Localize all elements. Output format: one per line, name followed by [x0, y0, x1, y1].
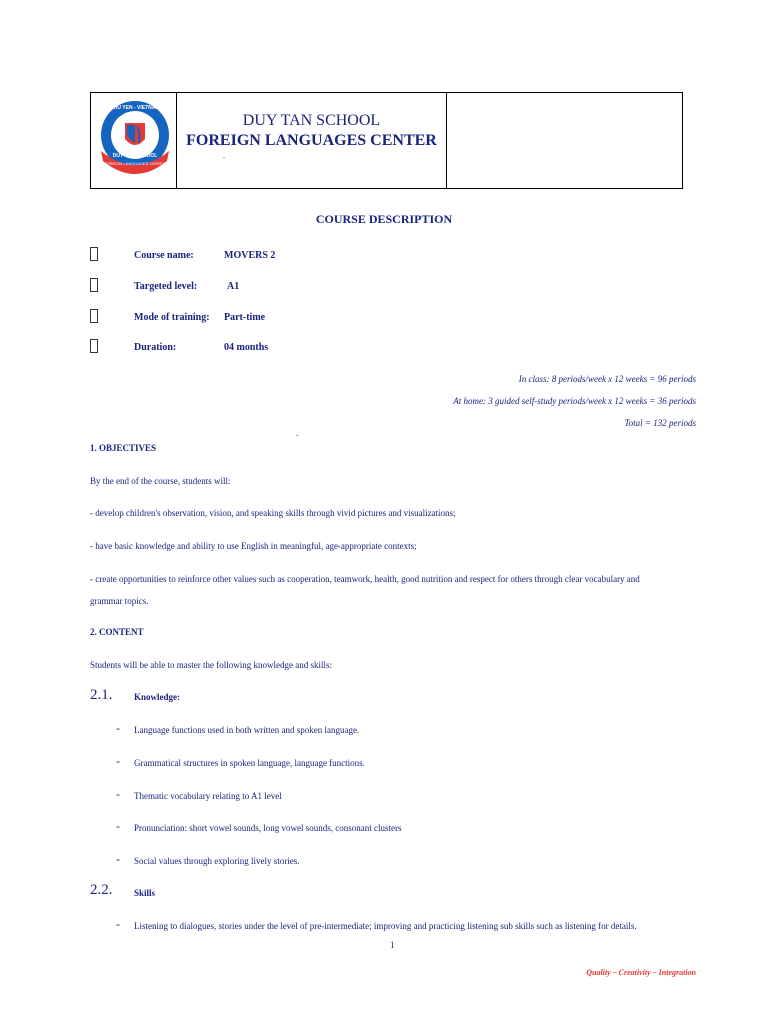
- info-value: MOVERS 2: [224, 250, 276, 261]
- center-name: FOREIGN LANGUAGES CENTER: [186, 132, 437, 149]
- knowledge-number: 2.1.: [90, 687, 113, 703]
- bullet-dash: -: [116, 819, 120, 833]
- checkbox-icon: [90, 339, 98, 353]
- total-periods: Total = 132 periods: [624, 418, 696, 428]
- checkbox-icon: [90, 309, 98, 323]
- skills-item: Listening to dialogues, stories under the level of pre-intermediate; improving and practicing listening sub skills such as listening for details.: [134, 921, 637, 931]
- checkbox-icon: [90, 278, 98, 292]
- objectives-heading: 1. OBJECTIVES: [90, 443, 157, 453]
- bullet-dash: -: [116, 787, 120, 801]
- content-heading: 2. CONTENT: [90, 627, 144, 637]
- info-label: Course name:: [134, 250, 194, 261]
- school-name: DUY TAN SCHOOL: [242, 112, 381, 129]
- objective-item: - create opportunities to reinforce other values such as cooperation, teamwork, health, good nutrition and respect for others through clear vocabulary and: [90, 574, 640, 584]
- knowledge-title: Knowledge:: [134, 692, 180, 702]
- header-divider: [446, 93, 447, 188]
- info-value: A1: [227, 281, 240, 292]
- content-intro: Students will be able to master the following knowledge and skills:: [90, 660, 332, 670]
- at-home-periods: At home: 3 guided self-study periods/week x 12 weeks = 36 periods: [453, 396, 696, 406]
- periods-dot: .: [296, 428, 299, 438]
- header-dot: .: [223, 151, 225, 160]
- info-label: Mode of training:: [134, 312, 210, 323]
- logo-ribbon-text: FOREIGN LANGUAGES CENTER: [104, 161, 166, 166]
- header-table: [90, 92, 683, 189]
- bullet-dash: -: [116, 852, 120, 866]
- school-logo: [97, 99, 173, 179]
- knowledge-item: Thematic vocabulary relating to A1 level: [134, 791, 282, 801]
- knowledge-item: Grammatical structures in spoken language, language functions.: [134, 758, 365, 768]
- bullet-dash: -: [116, 917, 120, 931]
- objective-item-continued: grammar topics.: [90, 596, 149, 606]
- info-value: Part-time: [224, 312, 266, 323]
- bullet-dash: -: [116, 721, 120, 735]
- page-number: 1: [390, 940, 395, 950]
- logo-bottom-text: DUY TAN SCHOOL: [112, 153, 158, 159]
- in-class-periods: In class: 8 periods/week x 12 weeks = 96 periods: [518, 374, 696, 384]
- skills-title: Skills: [134, 888, 156, 898]
- logo-top-text: PHU YEN - VIETNAM: [110, 105, 160, 111]
- objective-item: - develop children's observation, vision, and speaking skills through vivid pictures and visualizations;: [90, 508, 456, 518]
- footer-slogan: Quality – Creativity – Integration: [586, 968, 696, 977]
- objective-item: - have basic knowledge and ability to use English in meaningful, age-appropriate contexts;: [90, 541, 417, 551]
- skills-number: 2.2.: [90, 882, 113, 898]
- knowledge-item: Language functions used in both written and spoken language.: [134, 725, 360, 735]
- info-value: 04 months: [224, 342, 269, 353]
- knowledge-item: Social values through exploring lively stories.: [134, 856, 300, 866]
- page-title: COURSE DESCRIPTION: [315, 212, 453, 226]
- objectives-intro: By the end of the course, students will:: [90, 476, 231, 486]
- knowledge-item: Pronunciation: short vowel sounds, long vowel sounds, consonant clusters: [134, 823, 402, 833]
- info-label: Duration:: [134, 342, 177, 353]
- checkbox-icon: [90, 247, 98, 261]
- bullet-dash: -: [116, 754, 120, 768]
- info-label: Targeted level:: [134, 281, 198, 292]
- logo-cell: [91, 93, 177, 188]
